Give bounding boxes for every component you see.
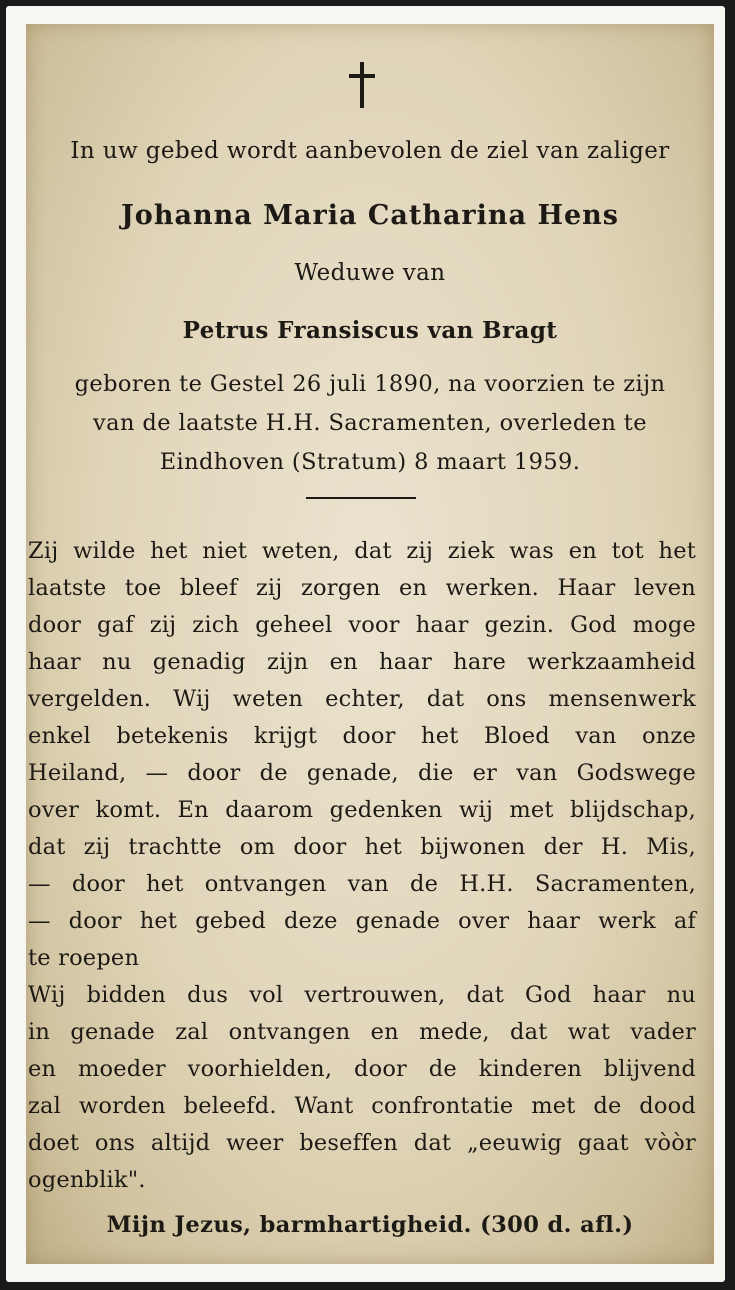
spouse-name: Petrus Fransiscus van Bragt bbox=[182, 317, 558, 344]
body-line: zal worden beleefd. Want confrontatie met de dood bbox=[28, 1093, 696, 1119]
body-line: enkel betekenis krijgt door het Bloed van onze bbox=[28, 723, 696, 749]
body-line: Wij bidden dus vol vertrouwen, dat God haar nu bbox=[28, 982, 696, 1008]
relation-text: Weduwe van bbox=[294, 260, 446, 286]
body-line: Zij wilde het niet weten, dat zij ziek was en tot het bbox=[28, 538, 696, 564]
body-line: te roepen bbox=[28, 945, 140, 971]
body-line: in genade zal ontvangen en mede, dat wat vader bbox=[28, 1019, 696, 1045]
closing-prayer: Mijn Jezus, barmhartigheid. (300 d. afl.) bbox=[106, 1212, 634, 1238]
body-line: — door het ontvangen van de H.H. Sacramenten, bbox=[28, 871, 696, 897]
cross-icon bbox=[349, 62, 375, 108]
body-line: over komt. En daarom gedenken wij met blijdschap, bbox=[28, 797, 696, 823]
body-line: laatste toe bleef zij zorgen en werken. Haar leven bbox=[28, 575, 696, 601]
birth-death-line: Eindhoven (Stratum) 8 maart 1959. bbox=[159, 449, 581, 475]
birth-death-line: geboren te Gestel 26 juli 1890, na voorzien te zijn bbox=[74, 371, 666, 397]
body-line: ogenblik". bbox=[28, 1167, 146, 1193]
body-line: door gaf zij zich geheel voor haar gezin. God moge bbox=[28, 612, 696, 638]
birth-death-line: van de laatste H.H. Sacramenten, overleden te bbox=[93, 410, 647, 436]
body-line: vergelden. Wij weten echter, dat ons mensenwerk bbox=[28, 686, 696, 712]
deceased-name: Johanna Maria Catharina Hens bbox=[121, 200, 619, 231]
body-line: Heiland, — door de genade, die er van Godswege bbox=[28, 760, 696, 786]
memorial-card bbox=[26, 24, 714, 1264]
body-line: haar nu genadig zijn en haar hare werkzaamheid bbox=[28, 649, 696, 675]
intro-text: In uw gebed wordt aanbevolen de ziel van zaliger bbox=[70, 138, 670, 164]
body-line: — door het gebed deze genade over haar werk af bbox=[28, 908, 696, 934]
body-line: doet ons altijd weer beseffen dat „eeuwig gaat vòòr bbox=[28, 1130, 696, 1156]
divider bbox=[306, 497, 416, 499]
body-line: dat zij trachtte om door het bijwonen der H. Mis, bbox=[28, 834, 696, 860]
body-line: en moeder voorhielden, door de kinderen blijvend bbox=[28, 1056, 696, 1082]
